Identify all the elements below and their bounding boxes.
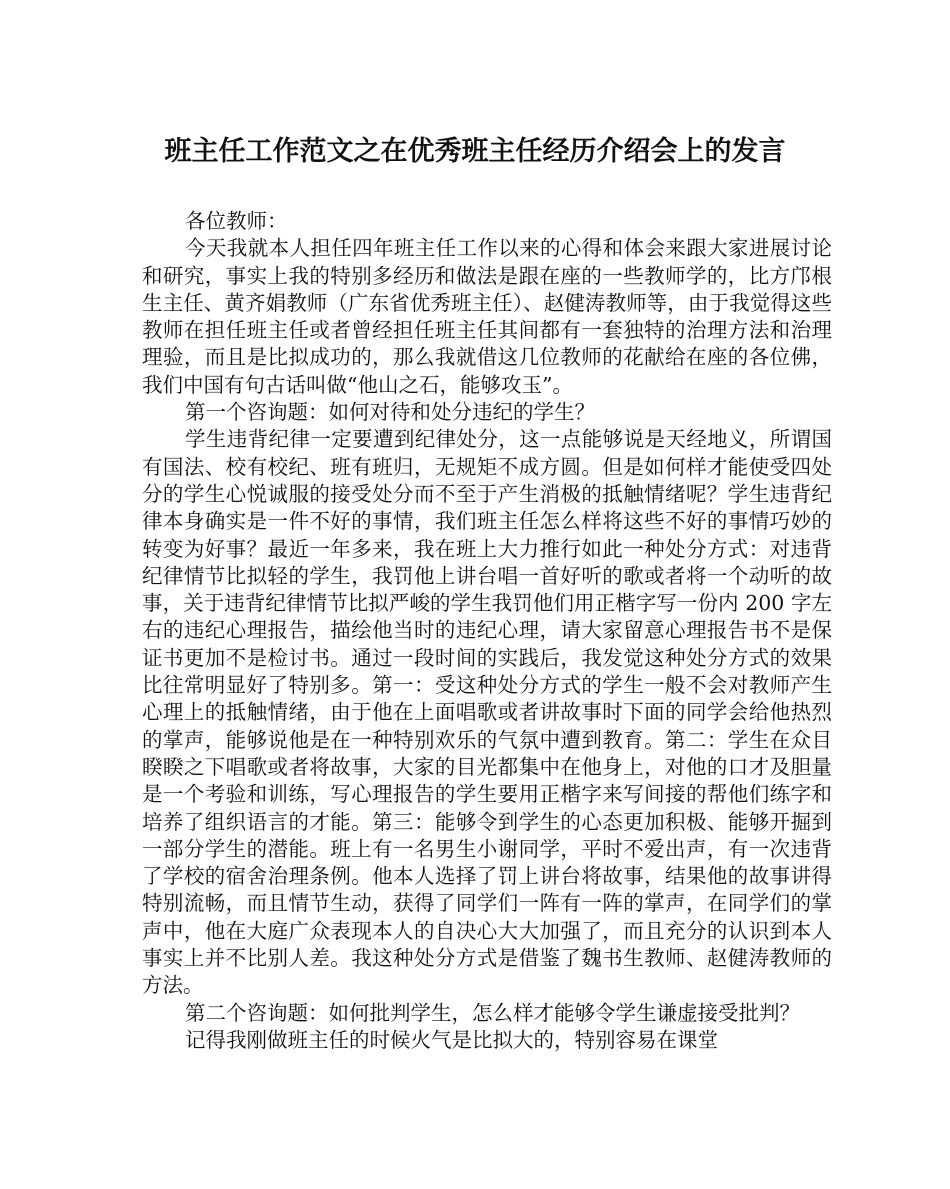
question-two-heading: 第二个咨询题：如何批判学生，怎么样才能够令学生谦虚接受批判？ xyxy=(185,1000,801,1025)
salutation-paragraph: 各位教师： xyxy=(185,209,288,233)
document-body xyxy=(142,208,832,1054)
document-title: 班主任工作范文之在优秀班主任经历介绍会上的发言 xyxy=(164,136,786,167)
question-one-paragraph: 学生违背纪律一定要遭到纪律处分，这一点能够说是天经地义，所谓国有国法、校有校纪、班有班归，无规矩不成方圆。但是如何样才能使受四处分的学生心悦诚服的接受处分而不至于产生消极的抵触情绪呢？学生违背纪律本身确实是一件不好的事情，我们班主任怎么样将这些不好的事情巧妙的转变为好事？最近一年多来，我在班上大力推行如此一种处分方式：对违背纪律情节比拟轻的学生，我罚他上讲台唱一首好听的歌或者将一个动听的故事，关于违背纪律情节比拟严峻的学生我罚他们用正楷字写一份内 200 字左右的违纪心理报告，描绘他当时的违纪心理，请大家留意心理报告书不是保证书更加不是检讨书。通过一段时间的实践后，我发觉这种处分方式的效果比往常明显好了特别多。第一：受这种处分方式的学生一般不会对教师产生心理上的抵触情绪，由于他在上面唱歌或者讲故事时下面的同学会给他热烈的掌声，能够说他是在一种特别欢乐的气氛中遭到教育。第二：学生在众目睽睽之下唱歌或者将故事，大家的目光都集中在他身上，对他的口才及胆量是一个考验和训练，写心理报告的学生要用正楷字来写间接的帮他们练字和培养了组织语言的才能。第三：能够令到学生的心态更加积极、能够开掘到一部分学生的潜能。班上有一名男生小谢同学，平时不爱出声，有一次违背了学校的宿舍治理条例。他本人选择了罚上讲台将故事，结果他的故事讲得特别流畅，而且情节生动，获得了同学们一阵有一阵的掌声，在同学们的掌声中，他在大庭广众表现本人的自决心大大加强了，而且充分的认识到本人事实上并不比别人差。我这种处分方式是借鉴了魏书生教师、赵健涛教师的方法。 xyxy=(142,427,832,998)
question-two-paragraph: 记得我刚做班主任的时候火气是比拟大的，特别容易在课堂 xyxy=(185,1027,719,1052)
question-one-heading: 第一个咨询题：如何对待和处分违纪的学生？ xyxy=(185,400,596,425)
intro-paragraph: 今天我就本人担任四年班主任工作以来的心得和体会来跟大家进展讨论和研究，事实上我的特别多经历和做法是跟在座的一些教师学的，比方邝根生主任、黄齐娟教师（广东省优秀班主任）、赵健涛教师等，由于我觉得这些教师在担任班主任或者曾经担任班主任其间都有一套独特的治理方法和治理理验，而且是比拟成功的，那么我就借这几位教师的花献给在座的各位佛，我们中国有句古话叫做“他山之石，能够攻玉”。 xyxy=(142,236,832,397)
